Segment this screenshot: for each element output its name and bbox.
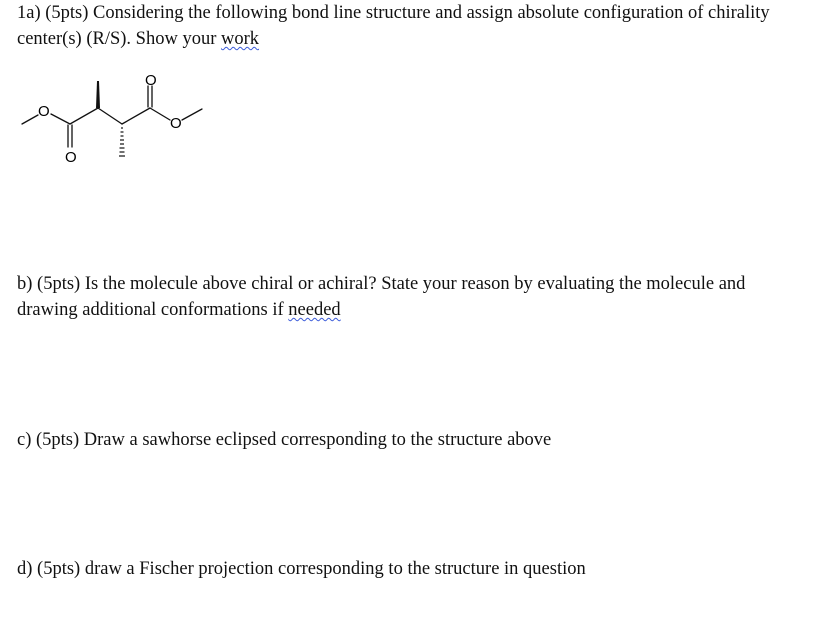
atom-o-ester-left: O	[38, 103, 50, 120]
atom-o-ester-right: O	[170, 115, 182, 132]
question-1b	[17, 271, 807, 323]
bond-ch-c-right	[122, 108, 150, 124]
bond-line-structure	[14, 68, 214, 168]
question-1a	[17, 0, 807, 52]
question-1a-text: 1a) (5pts) Considering the following bond line structure and assign absolute configuration of chirality center(s) (R/S). Show your	[17, 3, 770, 49]
bond-o-methyl-right	[182, 109, 202, 120]
hashed-bond	[119, 128, 125, 156]
bond-c-o-right	[150, 108, 170, 120]
question-1c-text: c) (5pts) Draw a sawhorse eclipsed corresponding to the structure above	[17, 430, 552, 450]
bond-methyl-o-left	[22, 115, 38, 124]
wedge-bond	[96, 81, 100, 108]
bond-c-ch-left	[70, 108, 98, 124]
question-1a-underlined-word: work	[220, 29, 260, 49]
atom-o-carbonyl-left: O	[65, 149, 77, 166]
question-1d	[17, 556, 586, 582]
question-1c	[17, 427, 551, 453]
bond-ch-ch-center	[98, 108, 122, 124]
bond-o-c-left	[51, 114, 70, 124]
question-1d-text: d) (5pts) draw a Fischer projection corresponding to the structure in question	[17, 559, 586, 579]
atom-o-carbonyl-right: O	[145, 72, 157, 89]
question-1b-text: b) (5pts) Is the molecule above chiral or achiral? State your reason by evaluating the molecule and drawing additional conformations if	[17, 274, 746, 320]
question-1b-underlined-word: needed	[288, 300, 341, 320]
